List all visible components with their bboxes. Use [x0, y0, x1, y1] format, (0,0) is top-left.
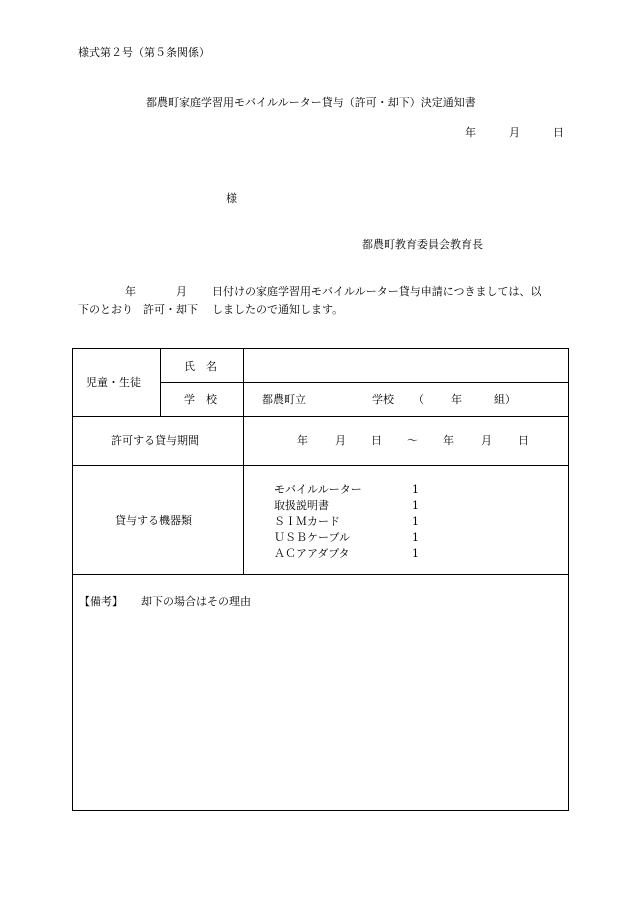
period-start-day: 日: [371, 434, 382, 447]
body-month: 月: [176, 285, 187, 298]
list-item: [274, 548, 434, 559]
equipment-qty: 1: [412, 547, 419, 560]
recipient-suffix: 様: [226, 192, 237, 205]
equipment-qty: 1: [412, 531, 419, 544]
equipment-qty: 1: [412, 515, 419, 528]
period-start-year: 年: [297, 434, 308, 447]
equipment-qty: 1: [412, 483, 419, 496]
period-end-year: 年: [443, 434, 454, 447]
document-title: 都農町家庭学習用モバイルルーター貸与（許可・却下）決定通知書: [146, 96, 476, 109]
period-end-month: 月: [481, 434, 492, 447]
class-label: 組）: [494, 393, 516, 406]
body-line2-c: しましたので通知します。: [212, 303, 344, 316]
row-divider: [73, 574, 569, 575]
body-year: 年: [125, 285, 136, 298]
equipment-label: 貸与する機器類: [115, 514, 192, 527]
column-divider: [160, 349, 161, 416]
list-item: [274, 532, 434, 543]
equipment-name: ＳＩＭカード: [274, 515, 340, 528]
list-item: [274, 500, 434, 511]
school-word: 学校: [372, 393, 394, 406]
date-year: 年: [465, 126, 476, 139]
body-line2-a: 下のとおり: [78, 303, 133, 316]
body-line1: 日付けの家庭学習用モバイルルーター貸与申請につきましては、以: [212, 285, 542, 298]
equipment-qty: 1: [412, 499, 419, 512]
row-divider: [73, 465, 569, 466]
period-start-month: 月: [335, 434, 346, 447]
equipment-name: ＵＳＢケーブル: [274, 531, 351, 544]
student-label: 児童・生徒: [86, 376, 141, 389]
body-decision-choice: 許可・却下: [143, 303, 198, 316]
equipment-name: 取扱説明書: [274, 499, 329, 512]
list-item: [274, 484, 434, 495]
remarks-text: 却下の場合はその理由: [141, 595, 251, 608]
period-label: 許可する貸与期間: [111, 434, 199, 447]
name-label: 氏 名: [184, 360, 217, 373]
date-month: 月: [509, 126, 520, 139]
period-end-day: 日: [518, 434, 529, 447]
row-divider: [160, 382, 569, 383]
equipment-name: モバイルルーター: [274, 483, 362, 496]
column-divider: [243, 349, 244, 574]
grade-open-paren: （: [413, 393, 424, 406]
sender-title: 都農町教育委員会教育長: [362, 238, 483, 251]
name-field[interactable]: [245, 351, 567, 381]
list-item: [274, 516, 434, 527]
row-divider: [73, 416, 569, 417]
remarks-label: 【備考】: [79, 595, 123, 608]
remarks-field[interactable]: [77, 615, 565, 805]
period-separator: ～: [407, 434, 418, 447]
school-label: 学 校: [184, 393, 217, 406]
form-number: 様式第２号（第５条関係）: [78, 46, 210, 59]
school-prefix: 都農町立: [262, 393, 306, 406]
date-day: 日: [553, 126, 564, 139]
equipment-name: ＡＣアアダプタ: [274, 547, 350, 560]
loan-info-table: [72, 348, 569, 811]
grade-year-label: 年: [451, 393, 462, 406]
